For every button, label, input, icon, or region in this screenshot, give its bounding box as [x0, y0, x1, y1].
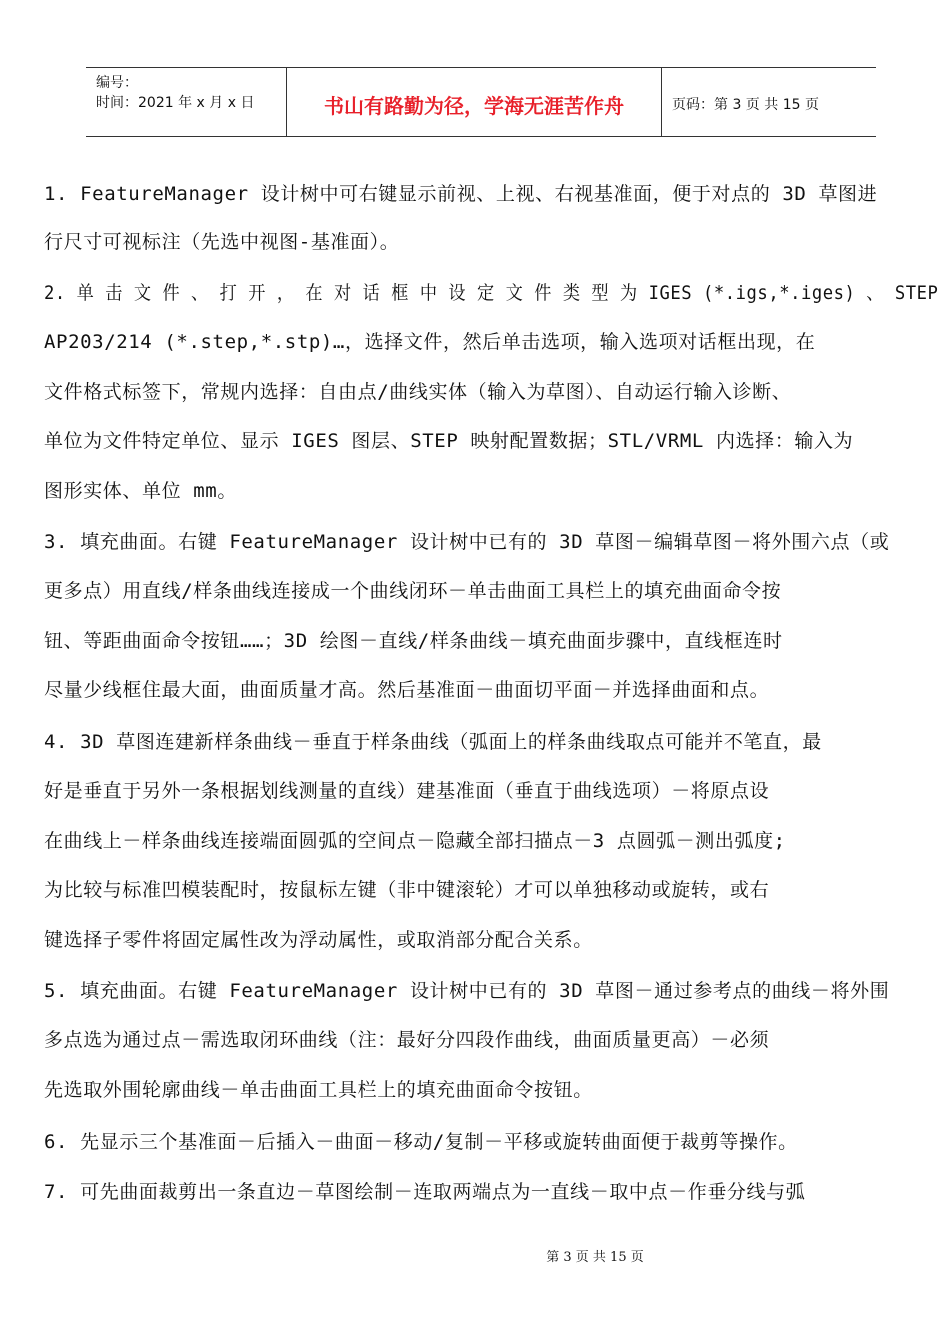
body-line: 键选择子零件将固定属性改为浮动属性，或取消部分配合关系。	[44, 929, 593, 951]
body-line: 1. FeatureManager 设计树中可右键显示前视、上视、右视基准面，便于对点的 3D 草图进	[44, 183, 878, 205]
header-motto-cell	[286, 68, 662, 136]
footer-page-number: 第 3 页 共 15 页	[546, 1250, 644, 1265]
header-meta-cell	[86, 68, 286, 136]
body-line: 5. 填充曲面。右键 FeatureManager 设计树中已有的 3D 草图－通过参考点的曲线－将外围	[44, 980, 890, 1002]
body-line: AP203/214 (*.step,*.stp)…，选择文件，然后单击选项，输入选项对话框出现，在	[44, 331, 816, 353]
body-line: 3. 填充曲面。右键 FeatureManager 设计树中已有的 3D 草图－编辑草图－将外围六点（或	[44, 531, 890, 553]
header-page-cell	[662, 68, 876, 136]
body-line: 6. 先显示三个基准面－后插入－曲面－移动/复制－平移或旋转曲面便于裁剪等操作。	[44, 1131, 798, 1153]
document-date-label: 时间：2021 年 x 月 x 日	[96, 95, 255, 111]
body-line: 在曲线上－样条曲线连接端面圆弧的空间点－隐藏全部扫描点－3 点圆弧－测出弧度;	[44, 830, 786, 852]
body-line: 2. 单 击 文 件 、 打 开 ， 在 对 话 框 中 设 定 文 件 类 型 为 IGES (*.igs,*.iges) 、 STEP	[44, 282, 939, 304]
document-number-label: 编号：	[96, 75, 138, 91]
body-line: 图形实体、单位 mm。	[44, 480, 237, 502]
body-line: 尽量少线框住最大面，曲面质量才高。然后基准面－曲面切平面－并选择曲面和点。	[44, 679, 770, 701]
body-line: 为比较与标准凹模装配时，按鼠标左键（非中键滚轮）才可以单独移动或旋转，或右	[44, 879, 770, 901]
body-line: 文件格式标签下，常规内选择：自由点/曲线实体（输入为草图）、自动运行输入诊断、	[44, 381, 792, 403]
header-motto: 书山有路勤为径，学海无涯苦作舟	[324, 94, 624, 118]
body-line: 钮、等距曲面命令按钮……；3D 绘图－直线/样条曲线－填充曲面步骤中，直线框连时	[44, 630, 783, 652]
body-line: 7. 可先曲面裁剪出一条直边－草图绘制－连取两端点为一直线－取中点－作垂分线与弧	[44, 1181, 806, 1203]
body-line: 多点选为通过点－需选取闭环曲线（注：最好分四段作曲线，曲面质量更高）－必须	[44, 1029, 770, 1051]
page-header	[86, 67, 876, 137]
page-footer	[0, 1246, 950, 1265]
header-page-number: 页码：第 3 页 共 15 页	[672, 97, 819, 113]
body-line: 先选取外围轮廓曲线－单击曲面工具栏上的填充曲面命令按钮。	[44, 1079, 593, 1101]
body-line: 行尺寸可视标注（先选中视图-基准面）。	[44, 231, 400, 253]
body-line: 4. 3D 草图连建新样条曲线－垂直于样条曲线（弧面上的样条曲线取点可能并不笔直，最	[44, 731, 822, 753]
body-line: 单位为文件特定单位、显示 IGES 图层、STEP 映射配置数据；STL/VRML 内选择：输入为	[44, 430, 854, 452]
body-line: 更多点）用直线/样条曲线连接成一个曲线闭环－单击曲面工具栏上的填充曲面命令按	[44, 580, 782, 602]
body-line: 好是垂直于另外一条根据划线测量的直线）建基准面（垂直于曲线选项）－将原点设	[44, 780, 770, 802]
